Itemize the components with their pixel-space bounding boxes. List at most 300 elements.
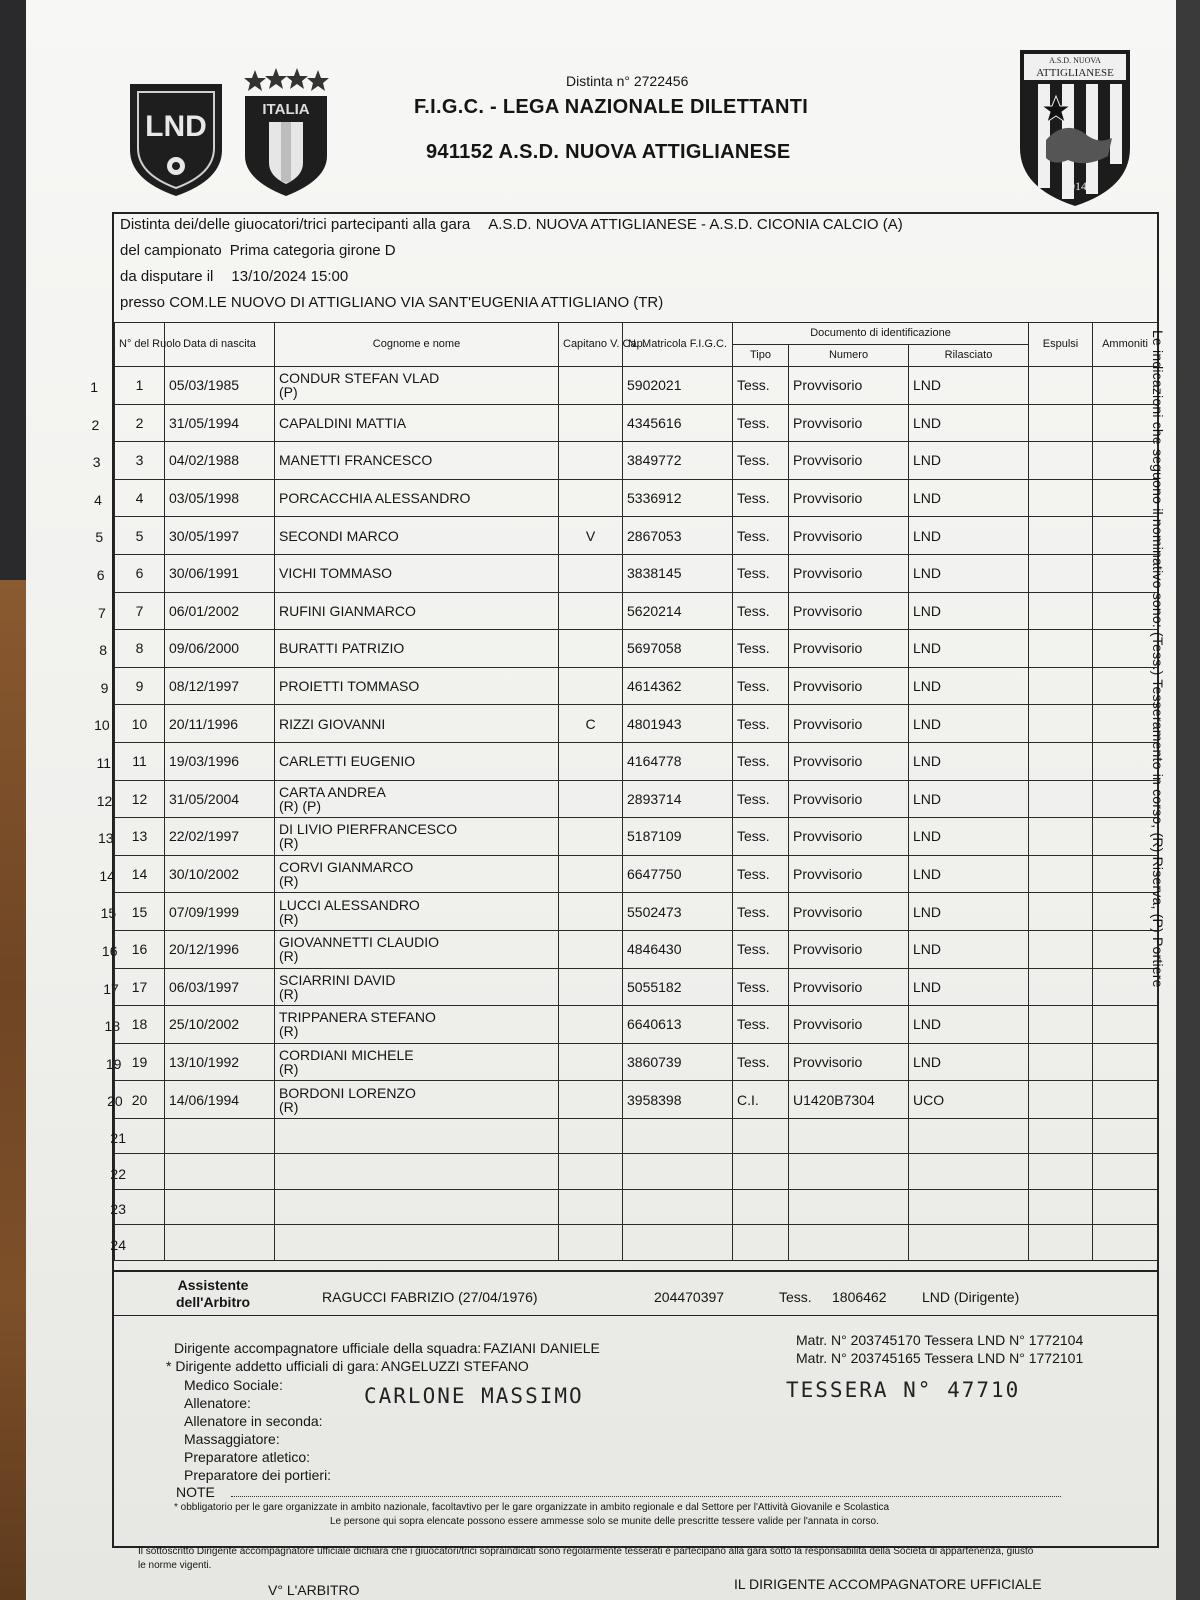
doc-rilasciato-cell: LND xyxy=(909,1006,1029,1044)
ruolo-cell: 1 xyxy=(115,367,165,405)
table-row xyxy=(115,968,1158,1006)
arbitro-signature-label: V° L'ARBITRO xyxy=(268,1582,360,1598)
venue-line xyxy=(120,294,663,311)
espulsi-cell xyxy=(1029,818,1093,856)
player-name: SCIARRINI DAVID xyxy=(279,971,396,988)
table-row xyxy=(115,442,1158,480)
ammoniti-cell xyxy=(1093,930,1158,968)
empty-cell xyxy=(1093,1189,1158,1225)
empty-cell xyxy=(1029,1225,1093,1261)
doc-rilasciato-cell: LND xyxy=(909,742,1029,780)
doc-tipo-cell: C.I. xyxy=(733,1081,789,1119)
doc-tipo-cell: Tess. xyxy=(733,855,789,893)
ruolo-cell: 20 xyxy=(115,1081,165,1119)
ammoniti-cell xyxy=(1093,630,1158,668)
table-row xyxy=(115,930,1158,968)
name-cell xyxy=(275,818,559,856)
ammoniti-cell xyxy=(1093,1081,1158,1119)
espulsi-cell xyxy=(1029,442,1093,480)
matricola-cell: 5620214 xyxy=(623,592,733,630)
espulsi-cell xyxy=(1029,780,1093,818)
empty-table-row xyxy=(115,1154,1158,1190)
doc-rilasciato-cell: LND xyxy=(909,404,1029,442)
players-table xyxy=(114,322,1158,1261)
note-dotted-line xyxy=(231,1496,1061,1497)
name-cell xyxy=(275,742,559,780)
player-note: (R) xyxy=(279,1023,299,1040)
table-row xyxy=(115,554,1158,592)
empty-cell xyxy=(559,1118,623,1154)
row-number: 15 xyxy=(100,905,117,922)
empty-cell xyxy=(275,1154,559,1190)
captain-cell xyxy=(559,1043,623,1081)
empty-cell xyxy=(1029,1189,1093,1225)
name-cell xyxy=(275,667,559,705)
ruolo-cell: 6 xyxy=(115,554,165,592)
ruolo-cell: 9 xyxy=(115,667,165,705)
birth-date-cell: 04/02/1988 xyxy=(165,442,275,480)
player-note: (R) xyxy=(279,873,299,890)
assistente-matricola: 204470397 xyxy=(654,1289,725,1305)
birth-date-cell: 09/06/2000 xyxy=(165,630,275,668)
name-cell xyxy=(275,404,559,442)
name-cell xyxy=(275,1081,559,1119)
doc-rilasciato-cell: LND xyxy=(909,667,1029,705)
captain-cell xyxy=(559,1006,623,1044)
empty-cell xyxy=(623,1189,733,1225)
assistente-tipo: Tess. xyxy=(779,1289,812,1305)
name-cell xyxy=(275,893,559,931)
ruolo-cell: 18 xyxy=(115,1006,165,1044)
espulsi-cell xyxy=(1029,855,1093,893)
players-body xyxy=(115,367,1158,1261)
doc-numero-cell: Provvisorio xyxy=(789,930,909,968)
captain-cell xyxy=(559,930,623,968)
footnote-obbligatorio: * obbligatorio per le gare organizzate in ambito nazionale, facoltavtivo per le gare organizzate in ambito regionale e dal Settore per l'Attività Giovanile e Scolastica xyxy=(174,1502,890,1513)
allenatore: Allenatore: xyxy=(184,1395,251,1411)
name-cell xyxy=(275,930,559,968)
dirigente-acc-label: Dirigente accompagnatore ufficiale della squadra: xyxy=(174,1340,482,1356)
captain-cell xyxy=(559,479,623,517)
ammoniti-cell xyxy=(1093,968,1158,1006)
empty-cell xyxy=(165,1154,275,1190)
lnd-logo-text: LND xyxy=(145,110,207,143)
ammoniti-cell xyxy=(1093,742,1158,780)
empty-cell xyxy=(909,1225,1029,1261)
espulsi-cell xyxy=(1029,1043,1093,1081)
championship-value: Prima categoria girone D xyxy=(229,242,396,259)
col-documento: Documento di identificazione xyxy=(733,323,1029,345)
matricola-cell: 4801943 xyxy=(623,705,733,743)
ammoniti-cell xyxy=(1093,780,1158,818)
doc-numero-cell: Provvisorio xyxy=(789,893,909,931)
assistente-label xyxy=(176,1277,250,1311)
espulsi-cell xyxy=(1029,1081,1093,1119)
row-number: 13 xyxy=(98,830,114,847)
doc-tipo-cell: Tess. xyxy=(733,705,789,743)
empty-cell xyxy=(165,1118,275,1154)
table-row xyxy=(115,893,1158,931)
doc-numero-cell: Provvisorio xyxy=(789,855,909,893)
doc-numero-cell: Provvisorio xyxy=(789,1043,909,1081)
player-name: TRIPPANERA STEFANO xyxy=(279,1009,436,1026)
name-cell xyxy=(275,1006,559,1044)
captain-cell xyxy=(559,630,623,668)
captain-cell xyxy=(559,442,623,480)
ammoniti-cell xyxy=(1093,667,1158,705)
empty-cell xyxy=(165,1225,275,1261)
empty-cell xyxy=(275,1189,559,1225)
captain-cell xyxy=(559,855,623,893)
player-name: CORDIANI MICHELE xyxy=(279,1046,414,1063)
row-number: 22 xyxy=(110,1165,126,1182)
captain-cell xyxy=(559,818,623,856)
matricola-cell: 3958398 xyxy=(623,1081,733,1119)
legend-side-note: Le indicazioni che seguono il nominativo sono: (Tess.) Tesseramento in corso, (R) Riserva, (P) Portiere xyxy=(1150,330,1166,988)
captain-cell xyxy=(559,554,623,592)
matricola-cell: 5336912 xyxy=(623,479,733,517)
empty-cell xyxy=(1029,1154,1093,1190)
empty-cell xyxy=(909,1118,1029,1154)
declaration-text: Il sottoscritto Dirigente accompagnatore ufficiale dichiara che i giuocatori/trici sopraindicati sono regolarmente tesserati e partecipano alla gara sotto la responsabilità della Società di appartenenza, giusto xyxy=(138,1546,1034,1557)
birth-date-cell: 30/10/2002 xyxy=(165,855,275,893)
espulsi-cell xyxy=(1029,367,1093,405)
doc-rilasciato-cell: LND xyxy=(909,592,1029,630)
name-cell xyxy=(275,517,559,555)
row-number: 10 xyxy=(94,717,110,734)
empty-cell xyxy=(789,1154,909,1190)
table-row xyxy=(115,742,1158,780)
doc-numero-cell: Provvisorio xyxy=(789,630,909,668)
player-name: CAPALDINI MATTIA xyxy=(279,414,407,431)
empty-cell xyxy=(909,1154,1029,1190)
table-row xyxy=(115,479,1158,517)
empty-cell xyxy=(789,1118,909,1154)
espulsi-cell xyxy=(1029,893,1093,931)
date-line xyxy=(120,268,348,285)
empty-cell xyxy=(115,1154,165,1190)
preparatore-portieri: Preparatore dei portieri: xyxy=(184,1467,332,1483)
espulsi-cell xyxy=(1029,1006,1093,1044)
ruolo-cell: 12 xyxy=(115,780,165,818)
dirigente-acc-value: FAZIANI DANIELE xyxy=(483,1340,600,1356)
medico-sociale: Medico Sociale: xyxy=(184,1377,283,1393)
matricola-cell: 4846430 xyxy=(623,930,733,968)
italia-logo-text: ITALIA xyxy=(262,101,310,118)
birth-date-cell: 30/05/1997 xyxy=(165,517,275,555)
doc-tipo-cell: Tess. xyxy=(733,968,789,1006)
row-number: 20 xyxy=(107,1093,123,1110)
allenatore-handwritten: CARLONE MASSIMO xyxy=(364,1384,584,1408)
doc-tipo-cell: Tess. xyxy=(733,742,789,780)
espulsi-cell xyxy=(1029,517,1093,555)
club-logo-icon xyxy=(1016,48,1134,208)
captain-cell xyxy=(559,742,623,780)
table-row xyxy=(115,367,1158,405)
espulsi-cell xyxy=(1029,592,1093,630)
table-row xyxy=(115,818,1158,856)
row-number: 4 xyxy=(94,491,102,508)
row-number: 24 xyxy=(110,1236,126,1253)
ruolo-cell: 15 xyxy=(115,893,165,931)
doc-numero-cell: U1420B7304 xyxy=(789,1081,909,1119)
birth-date-cell: 03/05/1998 xyxy=(165,479,275,517)
doc-numero-cell: Provvisorio xyxy=(789,780,909,818)
ruolo-cell: 4 xyxy=(115,479,165,517)
empty-cell xyxy=(275,1225,559,1261)
venue-label: presso xyxy=(120,294,166,311)
doc-tipo-cell: Tess. xyxy=(733,554,789,592)
name-cell xyxy=(275,367,559,405)
match-date: 13/10/2024 15:00 xyxy=(231,268,349,285)
espulsi-cell xyxy=(1029,554,1093,592)
ruolo-cell: 13 xyxy=(115,818,165,856)
name-cell xyxy=(275,1043,559,1081)
tessera-handwritten: TESSERA N° 47710 xyxy=(786,1378,1021,1402)
matricola-cell: 4164778 xyxy=(623,742,733,780)
player-name: CONDUR STEFAN VLAD xyxy=(279,370,440,387)
dirigente-signature-label: IL DIRIGENTE ACCOMPAGNATORE UFFICIALE xyxy=(734,1576,1042,1592)
row-number: 11 xyxy=(96,755,111,771)
player-note: (R) xyxy=(279,835,299,852)
player-name: PROIETTI TOMMASO xyxy=(279,678,420,695)
ruolo-cell: 14 xyxy=(115,855,165,893)
birth-date-cell: 19/03/1996 xyxy=(165,742,275,780)
match-label: Distinta dei/delle giuocatori/trici partecipanti alla gara xyxy=(120,216,471,233)
ruolo-cell: 10 xyxy=(115,705,165,743)
matricola-cell: 5187109 xyxy=(623,818,733,856)
player-note: (R) xyxy=(279,948,299,965)
matricola-cell: 4614362 xyxy=(623,667,733,705)
doc-tipo-cell: Tess. xyxy=(733,404,789,442)
player-name: LUCCI ALESSANDRO xyxy=(279,896,420,913)
doc-rilasciato-cell: LND xyxy=(909,479,1029,517)
doc-tipo-cell: Tess. xyxy=(733,1006,789,1044)
ruolo-cell: 19 xyxy=(115,1043,165,1081)
doc-tipo-cell: Tess. xyxy=(733,442,789,480)
espulsi-cell xyxy=(1029,479,1093,517)
doc-numero-cell: Provvisorio xyxy=(789,818,909,856)
doc-rilasciato-cell: LND xyxy=(909,517,1029,555)
birth-date-cell: 13/10/1992 xyxy=(165,1043,275,1081)
distinta-sheet xyxy=(26,0,1176,1600)
doc-numero-cell: Provvisorio xyxy=(789,667,909,705)
doc-tipo-cell: Tess. xyxy=(733,930,789,968)
espulsi-cell xyxy=(1029,404,1093,442)
empty-cell xyxy=(733,1154,789,1190)
ammoniti-cell xyxy=(1093,818,1158,856)
doc-rilasciato-cell: LND xyxy=(909,930,1029,968)
espulsi-cell xyxy=(1029,705,1093,743)
table-row xyxy=(115,780,1158,818)
doc-numero-cell: Provvisorio xyxy=(789,404,909,442)
date-label: da disputare il xyxy=(120,268,214,285)
doc-rilasciato-cell: LND xyxy=(909,855,1029,893)
empty-cell xyxy=(1093,1154,1158,1190)
doc-rilasciato-cell: LND xyxy=(909,893,1029,931)
empty-cell xyxy=(733,1118,789,1154)
dirigente-accompagnatore xyxy=(174,1340,600,1356)
empty-cell xyxy=(115,1118,165,1154)
doc-rilasciato-cell: LND xyxy=(909,442,1029,480)
matricola-cell: 5502473 xyxy=(623,893,733,931)
doc-tipo-cell: Tess. xyxy=(733,630,789,668)
championship-label: del campionato xyxy=(120,242,222,259)
col-nascita: Data di nascita xyxy=(165,323,275,367)
birth-date-cell: 14/06/1994 xyxy=(165,1081,275,1119)
matricola-cell: 6647750 xyxy=(623,855,733,893)
ammoniti-cell xyxy=(1093,442,1158,480)
ammoniti-cell xyxy=(1093,1043,1158,1081)
match-venue: COM.LE NUOVO DI ATTIGLIANO VIA SANT'EUGENIA ATTIGLIANO (TR) xyxy=(169,294,664,311)
captain-cell xyxy=(559,893,623,931)
espulsi-cell xyxy=(1029,630,1093,668)
empty-cell xyxy=(115,1225,165,1261)
captain-cell xyxy=(559,592,623,630)
empty-cell xyxy=(165,1189,275,1225)
empty-cell xyxy=(623,1118,733,1154)
doc-numero-cell: Provvisorio xyxy=(789,517,909,555)
empty-cell xyxy=(789,1225,909,1261)
doc-tipo-cell: Tess. xyxy=(733,780,789,818)
espulsi-cell xyxy=(1029,930,1093,968)
player-note: (R) xyxy=(279,910,299,927)
doc-tipo-cell: Tess. xyxy=(733,1043,789,1081)
table-row xyxy=(115,630,1158,668)
col-ammoniti: Ammoniti xyxy=(1093,323,1158,367)
row-number: 12 xyxy=(96,792,113,809)
captain-cell xyxy=(559,367,623,405)
player-name: VICHI TOMMASO xyxy=(279,565,393,582)
matricola-cell: 3838145 xyxy=(623,554,733,592)
empty-cell xyxy=(733,1225,789,1261)
matricola-cell: 2867053 xyxy=(623,517,733,555)
ammoniti-cell xyxy=(1093,517,1158,555)
doc-numero-cell: Provvisorio xyxy=(789,1006,909,1044)
assistente-numero: 1806462 xyxy=(832,1289,887,1305)
doc-numero-cell: Provvisorio xyxy=(789,367,909,405)
row-number: 14 xyxy=(99,867,115,884)
empty-cell xyxy=(115,1189,165,1225)
ruolo-cell: 16 xyxy=(115,930,165,968)
row-number: 19 xyxy=(105,1055,122,1072)
ruolo-cell: 11 xyxy=(115,742,165,780)
player-name: PORCACCHIA ALESSANDRO xyxy=(279,490,471,507)
assistente-label-a: Assistente xyxy=(177,1277,249,1293)
empty-cell xyxy=(789,1189,909,1225)
row-number: 3 xyxy=(92,454,101,471)
row-number: 21 xyxy=(110,1130,126,1146)
col-matricola: N. Matricola F.I.G.C. xyxy=(623,323,733,367)
empty-cell xyxy=(559,1225,623,1261)
matricola-cell: 4345616 xyxy=(623,404,733,442)
dirigente-addetto xyxy=(166,1358,529,1374)
col-espulsi: Espulsi xyxy=(1029,323,1093,367)
ammoniti-cell xyxy=(1093,404,1158,442)
captain-cell xyxy=(559,1081,623,1119)
player-note: (R) xyxy=(279,1098,299,1115)
player-name: RIZZI GIOVANNI xyxy=(279,715,386,732)
doc-rilasciato-cell: LND xyxy=(909,630,1029,668)
ammoniti-cell xyxy=(1093,554,1158,592)
captain-cell xyxy=(559,404,623,442)
birth-date-cell: 22/02/1997 xyxy=(165,818,275,856)
birth-date-cell: 07/09/1999 xyxy=(165,893,275,931)
name-cell xyxy=(275,780,559,818)
row-number: 17 xyxy=(103,980,119,997)
name-cell xyxy=(275,855,559,893)
doc-rilasciato-cell: LND xyxy=(909,1043,1029,1081)
ammoniti-cell xyxy=(1093,705,1158,743)
doc-numero-cell: Provvisorio xyxy=(789,592,909,630)
name-cell xyxy=(275,592,559,630)
doc-rilasciato-cell: LND xyxy=(909,705,1029,743)
matricola-cell: 6640613 xyxy=(623,1006,733,1044)
doc-numero-cell: Provvisorio xyxy=(789,442,909,480)
table-row xyxy=(115,705,1158,743)
doc-numero-cell: Provvisorio xyxy=(789,742,909,780)
assistente-name: RAGUCCI FABRIZIO (27/04/1976) xyxy=(322,1289,538,1305)
doc-rilasciato-cell: LND xyxy=(909,818,1029,856)
matricola-cell: 5697058 xyxy=(623,630,733,668)
empty-cell xyxy=(1093,1118,1158,1154)
ammoniti-cell xyxy=(1093,893,1158,931)
captain-cell xyxy=(559,667,623,705)
empty-cell xyxy=(559,1189,623,1225)
dirigente-add-label: * Dirigente addetto ufficiali di gara: xyxy=(166,1358,379,1374)
club-logo-top: A.S.D. NUOVA xyxy=(1049,56,1101,65)
ruolo-cell: 7 xyxy=(115,592,165,630)
assistente-row xyxy=(114,1270,1157,1316)
name-cell xyxy=(275,705,559,743)
preparatore-atletico: Preparatore atletico: xyxy=(184,1449,311,1465)
doc-tipo-cell: Tess. xyxy=(733,667,789,705)
player-note: (R) xyxy=(279,985,299,1002)
ammoniti-cell xyxy=(1093,367,1158,405)
row-number: 18 xyxy=(104,1018,121,1035)
player-name: CORVI GIANMARCO xyxy=(279,859,414,876)
name-cell xyxy=(275,554,559,592)
allenatore-seconda: Allenatore in seconda: xyxy=(184,1413,323,1429)
club-title: 941152 A.S.D. NUOVA ATTIGLIANESE xyxy=(426,141,791,163)
espulsi-cell xyxy=(1029,968,1093,1006)
birth-date-cell: 20/12/1996 xyxy=(165,930,275,968)
doc-tipo-cell: Tess. xyxy=(733,517,789,555)
row-number: 2 xyxy=(91,416,100,433)
matricola-cell: 5902021 xyxy=(623,367,733,405)
ruolo-cell: 3 xyxy=(115,442,165,480)
birth-date-cell: 06/03/1997 xyxy=(165,968,275,1006)
empty-cell xyxy=(733,1189,789,1225)
table-row xyxy=(115,517,1158,555)
ammoniti-cell xyxy=(1093,1006,1158,1044)
captain-cell xyxy=(559,968,623,1006)
championship-line xyxy=(120,242,396,259)
matricola-cell: 3860739 xyxy=(623,1043,733,1081)
matricola-cell: 5055182 xyxy=(623,968,733,1006)
name-cell xyxy=(275,442,559,480)
doc-rilasciato-cell: LND xyxy=(909,367,1029,405)
empty-cell xyxy=(559,1154,623,1190)
birth-date-cell: 05/03/1985 xyxy=(165,367,275,405)
row-number: 23 xyxy=(110,1201,126,1217)
col-numero: Numero xyxy=(789,345,909,367)
club-logo-year: 2014 xyxy=(1063,179,1087,193)
doc-numero-cell: Provvisorio xyxy=(789,705,909,743)
match-teams: A.S.D. NUOVA ATTIGLIANESE - A.S.D. CICONIA CALCIO (A) xyxy=(488,216,903,233)
player-name: GIOVANNETTI CLAUDIO xyxy=(279,934,439,951)
table-row xyxy=(115,404,1158,442)
